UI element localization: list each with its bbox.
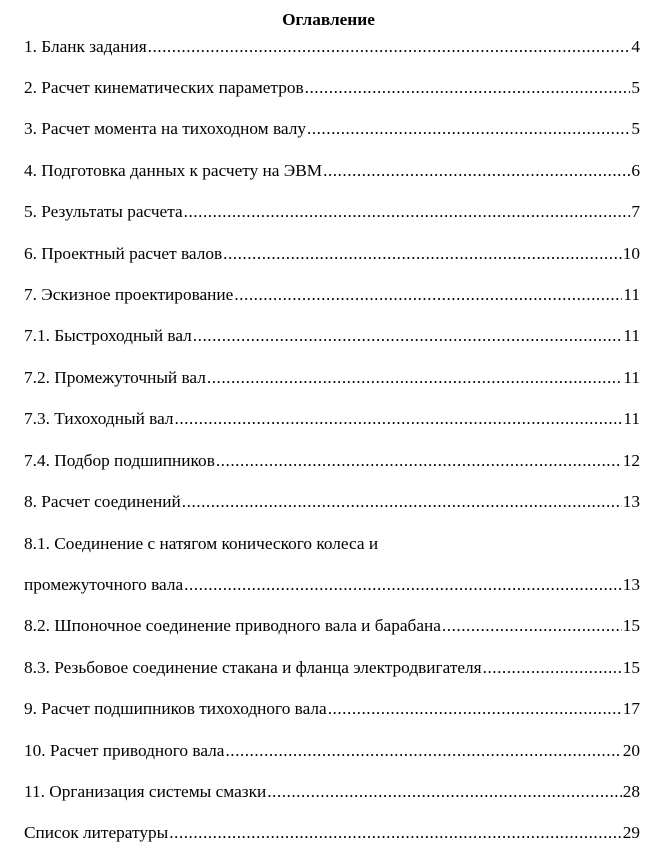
toc-entry-label: 11. Организация системы смазки (24, 782, 267, 801)
dot-leader (169, 822, 621, 844)
dot-leader (175, 408, 623, 430)
toc-entry-page: 10 (622, 244, 640, 263)
toc-entry-page: 11 (623, 326, 640, 345)
toc-entry[interactable] (24, 160, 640, 182)
dot-leader (182, 491, 622, 513)
toc-entry-page: 7 (631, 202, 640, 221)
dot-leader (323, 160, 630, 182)
dot-leader (184, 574, 622, 596)
toc-entry-label: 6. Проектный расчет валов (24, 244, 223, 263)
toc-entry-label: 4. Подготовка данных к расчету на ЭВМ (24, 161, 323, 180)
toc-entry-page: 5 (631, 119, 640, 138)
toc-entry[interactable] (24, 450, 640, 472)
toc-entry[interactable] (24, 118, 640, 140)
dot-leader (225, 740, 621, 762)
toc-entry-label: 8.2. Шпоночное соединение приводного вала и барабана (24, 616, 441, 635)
dot-leader (307, 118, 630, 140)
toc-entry[interactable] (24, 822, 640, 844)
toc-entry-page: 15 (622, 658, 640, 677)
dot-leader (223, 243, 622, 265)
toc-entry-page: 11 (623, 368, 640, 387)
toc-entry-page: 11 (623, 285, 640, 304)
toc-entry[interactable] (24, 657, 640, 679)
dot-leader (483, 657, 622, 679)
toc-title: Оглавление (282, 10, 375, 29)
toc-entry-label: 7.3. Тихоходный вал (24, 409, 174, 428)
toc-entry-label: 7.1. Быстроходный вал (24, 326, 192, 345)
toc-entry[interactable] (24, 781, 640, 803)
toc-entry-label: 7.4. Подбор подшипников (24, 451, 215, 470)
toc-entry-page: 13 (622, 492, 640, 511)
toc-entry-page: 6 (631, 161, 640, 180)
dot-leader (267, 781, 621, 803)
toc-entry[interactable] (24, 201, 640, 223)
dot-leader (442, 615, 622, 637)
toc-entry-page: 28 (622, 782, 640, 801)
toc-entry-page: 4 (631, 37, 640, 56)
toc-entry-label: промежуточного вала (24, 575, 184, 594)
dot-leader (193, 325, 623, 347)
toc-entry-page: 17 (622, 699, 640, 718)
toc-entry-label: 8.3. Резьбовое соединение стакана и фланца электродвигателя (24, 658, 482, 677)
toc-entry-label: 8.1. Соединение с натягом конического колеса и (24, 534, 379, 553)
toc-entry-label: 8. Расчет соединений (24, 492, 181, 511)
toc-entry-label: 3. Расчет момента на тихоходном валу (24, 119, 306, 138)
toc-entry-label: 7.2. Промежуточный вал (24, 368, 206, 387)
toc-entry-label: 1. Бланк задания (24, 37, 147, 56)
toc-entry[interactable] (24, 740, 640, 762)
dot-leader (184, 201, 631, 223)
toc-entry-page: 15 (622, 616, 640, 635)
dot-leader (148, 36, 631, 58)
toc-entry-label: 2. Расчет кинематических параметров (24, 78, 304, 97)
toc-entry[interactable] (24, 243, 640, 265)
toc-entry[interactable] (24, 367, 640, 389)
toc-entry[interactable] (24, 408, 640, 430)
toc-entry-label: 5. Результаты расчета (24, 202, 183, 221)
toc-entry-page: 29 (622, 823, 640, 842)
toc-entry[interactable] (24, 491, 640, 513)
toc-entry-page: 5 (631, 78, 640, 97)
toc-entry[interactable] (24, 36, 640, 58)
toc-entry[interactable] (24, 615, 640, 637)
toc-entry-page: 13 (622, 575, 640, 594)
toc-entry-page: 12 (622, 451, 640, 470)
toc-entry-page: 11 (623, 409, 640, 428)
dot-leader (216, 450, 622, 472)
toc-entry-label: 7. Эскизное проектирование (24, 285, 234, 304)
toc-entry[interactable] (24, 325, 640, 347)
toc-entry-label: 10. Расчет приводного вала (24, 741, 225, 760)
dot-leader (234, 284, 622, 306)
toc-entry[interactable] (24, 533, 640, 555)
toc-entry[interactable] (24, 284, 640, 306)
toc-entry[interactable] (24, 77, 640, 99)
dot-leader (207, 367, 622, 389)
toc-entry[interactable] (24, 574, 640, 596)
toc-entry-label: 9. Расчет подшипников тихоходного вала (24, 699, 327, 718)
dot-leader (305, 77, 631, 99)
toc-entry-page: 20 (622, 741, 640, 760)
toc-entry-label: Список литературы (24, 823, 169, 842)
dot-leader (328, 698, 622, 720)
toc-entry[interactable] (24, 698, 640, 720)
